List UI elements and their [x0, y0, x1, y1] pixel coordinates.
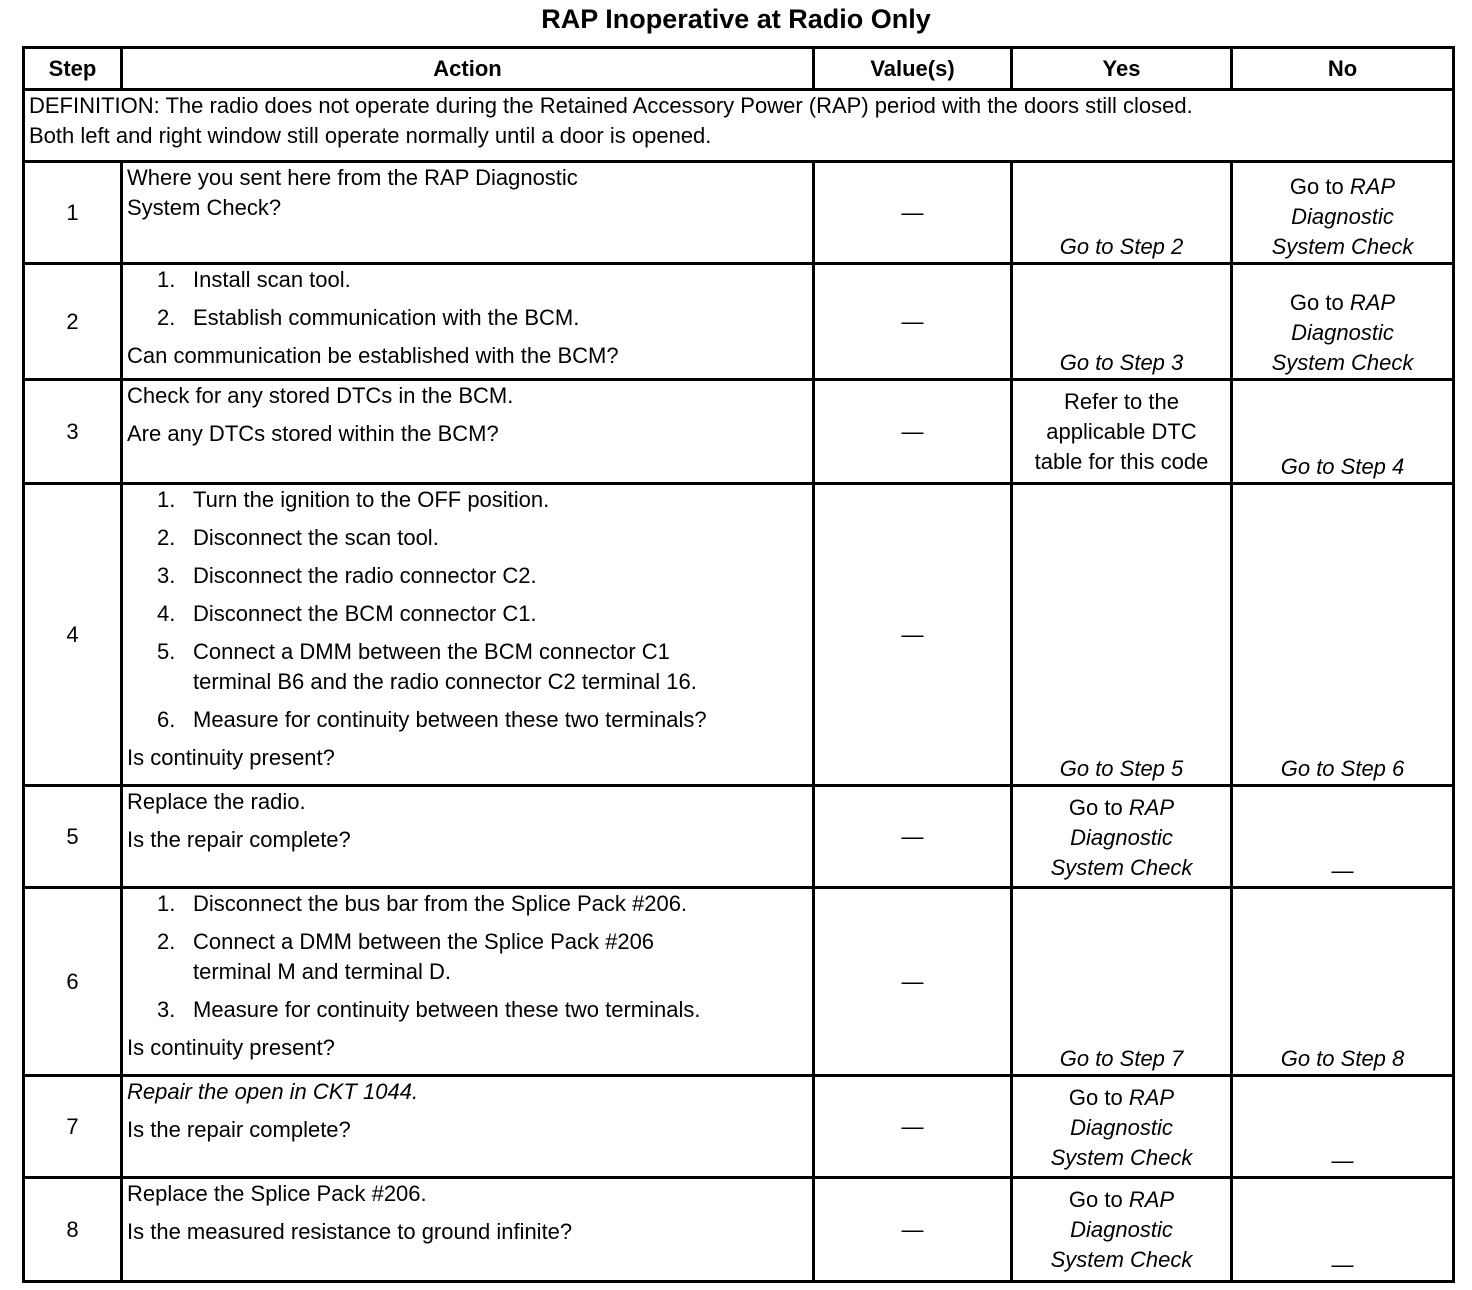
action-item: Establish communication with the BCM.	[193, 305, 580, 330]
go-to-text: Go to	[1068, 1085, 1123, 1110]
step-number: 7	[24, 1076, 122, 1178]
action-question: Are any DTCs stored within the BCM?	[127, 421, 499, 446]
action-question: Can communication be established with the BCM?	[127, 343, 619, 368]
action-cell	[122, 380, 814, 484]
action-item: Disconnect the scan tool.	[193, 525, 439, 550]
diagnostic-text: Diagnostic	[1291, 320, 1394, 345]
header-step: Step	[24, 48, 122, 90]
go-to-text: Go to	[1289, 290, 1344, 315]
yes-cell	[1012, 1076, 1232, 1178]
diagnostic-text: Diagnostic	[1070, 1217, 1173, 1242]
yes-cell: Go to Step 5	[1012, 484, 1232, 786]
value-cell: —	[814, 162, 1012, 264]
step-number: 3	[24, 380, 122, 484]
system-check-text: System Check	[1050, 855, 1193, 880]
go-to-text: Go to	[1068, 795, 1123, 820]
action-item: Install scan tool.	[193, 267, 351, 292]
definition-line-2: Both left and right window still operate normally until a door is opened.	[29, 123, 712, 148]
diagnostic-text: Diagnostic	[1070, 825, 1173, 850]
value-cell: —	[814, 786, 1012, 888]
value-cell: —	[814, 484, 1012, 786]
diagnostic-text: Diagnostic	[1291, 204, 1394, 229]
header-no: No	[1232, 48, 1454, 90]
action-item-continued: terminal B6 and the radio connector C2 terminal 16.	[193, 669, 697, 694]
definition-line-1: DEFINITION: The radio does not operate during the Retained Accessory Power (RAP) period with the doors still closed.	[29, 93, 1193, 118]
table-row	[24, 1076, 1454, 1178]
rap-text: RAP	[1349, 174, 1396, 199]
diagnostic-text: Diagnostic	[1070, 1115, 1173, 1140]
table-row	[24, 264, 1454, 380]
yes-cell	[1012, 786, 1232, 888]
system-check-text: System Check	[1271, 234, 1414, 259]
value-cell: —	[814, 264, 1012, 380]
system-check-text: System Check	[1271, 350, 1414, 375]
table-row	[24, 162, 1454, 264]
action-item: Connect a DMM between the Splice Pack #206	[193, 929, 655, 954]
action-text: Check for any stored DTCs in the BCM.	[127, 383, 514, 408]
action-question: Is the measured resistance to ground infinite?	[127, 1219, 573, 1244]
action-item: Disconnect the BCM connector C1.	[193, 601, 537, 626]
no-cell	[1232, 264, 1454, 380]
table-row	[24, 1178, 1454, 1282]
table-row	[24, 380, 1454, 484]
rap-text: RAP	[1128, 1187, 1175, 1212]
page-title: RAP Inoperative at Radio Only	[541, 4, 931, 34]
yes-cell	[1012, 1178, 1232, 1282]
yes-cell	[1012, 380, 1232, 484]
definition-row	[24, 90, 1454, 162]
system-check-text: System Check	[1050, 1247, 1193, 1272]
rap-text: RAP	[1128, 1085, 1175, 1110]
header-action: Action	[122, 48, 814, 90]
yes-cell: Go to Step 2	[1012, 162, 1232, 264]
value-cell: —	[814, 380, 1012, 484]
yes-text: Refer to the	[1064, 389, 1179, 414]
value-cell: —	[814, 888, 1012, 1076]
action-item: Measure for continuity between these two terminals.	[193, 997, 701, 1022]
header-yes: Yes	[1012, 48, 1232, 90]
step-number: 6	[24, 888, 122, 1076]
step-number: 4	[24, 484, 122, 786]
action-cell	[122, 162, 814, 264]
header-values: Value(s)	[814, 48, 1012, 90]
no-cell: —	[1232, 786, 1454, 888]
action-item: Connect a DMM between the BCM connector C1	[193, 639, 670, 664]
header-row	[24, 48, 1454, 90]
system-check-text: System Check	[1050, 1145, 1193, 1170]
value-cell: —	[814, 1178, 1012, 1282]
action-cell	[122, 1076, 814, 1178]
action-cell	[122, 786, 814, 888]
no-cell: —	[1232, 1076, 1454, 1178]
action-text: Repair the open in CKT 1044.	[127, 1079, 419, 1104]
table-row	[24, 786, 1454, 888]
step-number: 1	[24, 162, 122, 264]
table-row	[24, 484, 1454, 786]
table-row	[24, 888, 1454, 1076]
diagnostic-table	[22, 46, 1455, 1283]
action-question: Is continuity present?	[127, 1035, 335, 1060]
action-item: Turn the ignition to the OFF position.	[193, 487, 550, 512]
action-cell	[122, 1178, 814, 1282]
action-item: Measure for continuity between these two terminals?	[193, 707, 707, 732]
action-text: Replace the radio.	[127, 789, 306, 814]
action-question: Is the repair complete?	[127, 827, 351, 852]
go-to-text: Go to	[1068, 1187, 1123, 1212]
action-question: Is the repair complete?	[127, 1117, 351, 1142]
rap-text: RAP	[1349, 290, 1396, 315]
no-cell	[1232, 162, 1454, 264]
action-item: Disconnect the bus bar from the Splice Pack #206.	[193, 891, 688, 916]
yes-text: applicable DTC	[1046, 419, 1197, 444]
no-cell: —	[1232, 1178, 1454, 1282]
go-to-text: Go to	[1289, 174, 1344, 199]
action-text: System Check?	[127, 195, 282, 220]
step-number: 8	[24, 1178, 122, 1282]
rap-text: RAP	[1128, 795, 1175, 820]
action-cell: 1. Disconnect the bus bar from the Splice Pack #206. 2. Connect a DMM between the Splice Pack #206 terminal M and terminal D. 3. Measure for continuity between these two terminals. Is continuity present?	[122, 888, 814, 1076]
value-cell: —	[814, 1076, 1012, 1178]
action-item: Disconnect the radio connector C2.	[193, 563, 537, 588]
no-cell: Go to Step 8	[1232, 888, 1454, 1076]
action-item-continued: terminal M and terminal D.	[193, 959, 451, 984]
step-number: 2	[24, 264, 122, 380]
no-cell: Go to Step 4	[1232, 380, 1454, 484]
yes-cell: Go to Step 7	[1012, 888, 1232, 1076]
yes-text: table for this code	[1034, 449, 1209, 474]
action-question: Is continuity present?	[127, 745, 335, 770]
no-cell: Go to Step 6	[1232, 484, 1454, 786]
yes-cell: Go to Step 3	[1012, 264, 1232, 380]
step-number: 5	[24, 786, 122, 888]
definition	[24, 90, 1454, 162]
action-text: Where you sent here from the RAP Diagnostic	[127, 165, 578, 190]
action-cell: 1. Turn the ignition to the OFF position. 2. Disconnect the scan tool. 3. Disconnect the radio connector C2. 4. Disconnect the BCM connector C1. 5. Connect a DMM between the BCM connector C1 terminal B6 and the radio connector C2 terminal 16. 6. Measure for continuity between these two terminals? Is continuity present?	[122, 484, 814, 786]
action-cell: 1. Install scan tool. 2. Establish communication with the BCM. Can communication be established with the BCM?	[122, 264, 814, 380]
action-text: Replace the Splice Pack #206.	[127, 1181, 427, 1206]
